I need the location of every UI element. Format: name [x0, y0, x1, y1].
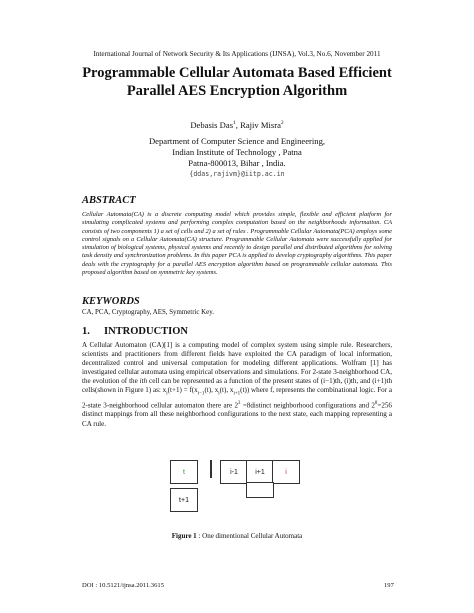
intro-text-a: A Cellular Automaton (CA)[1] is a computing model of complex system using simple rule. Researchers, scientists and practitioners from different fields have exploited the CA paradigm of local information, decentralized control and universal computation for modeling different applications. Wolfram [1] has investigated cellular automata using empirical observations and simulations. For 2-state 3-neighborhood CA, the evolution of the: [82, 341, 392, 386]
author-1-sup: 1: [233, 120, 236, 127]
cell-time-t: t: [170, 460, 198, 484]
intro-sup-8: 8: [374, 400, 378, 406]
author-2-sup: 2: [280, 120, 284, 127]
cell-i-plus-1: i+1: [246, 460, 274, 484]
intro-text-j: (t)) where f, represents the combinational logic. For a 2-state 3-neighborhood cellular automaton there are 2: [82, 386, 392, 410]
affiliation-line-3: Patna-800013, Bihar , India.: [188, 158, 286, 168]
author-separator: ,: [235, 120, 241, 130]
section-title: INTRODUCTION: [104, 326, 189, 337]
abstract-text: Cellular Automata(CA) is a discrete computing model which provides simple, flexible and efficient platform for simulating complicated systems and performing complex computation based on the neighborhoods information. CA consists of two components 1) a set of cells and 2) a set of rules . Programmable Cellular Automata(PCA) employs some control signals on a Cellular Automata(CA) structure. Programmable Cellular Automata were successfully applied for simulation of biological systems, physical systems and recently to design parallel and distributed algorithms for solving task density and synchronization problems. In this paper PCA is applied to develop cryptography algorithms. This paper deals with the cryptography for a parallel AES encryption algorithm based on programmable cellular automata. This proposed algorithm based on symmetric key systems.: [82, 211, 392, 277]
intro-text-ith: ith: [139, 377, 148, 386]
intro-text-l: =8distinct neighborhood configurations and 2: [240, 401, 375, 410]
intro-text-h: (t), x: [219, 386, 234, 395]
caption-text: : One dimentional Cellular Automata: [196, 532, 303, 540]
keywords-text: CA, PCA, Cryptography, AES, Symmetric Key.: [82, 309, 214, 316]
caption-label: Figure 1: [171, 532, 197, 540]
intro-text-n: =256 distinct mappings from all these neighborhood configurations to the next state, each mapping representing a CA rule.: [82, 401, 392, 428]
author-2: Rajiv Misra: [240, 120, 281, 130]
author-1: Debasis Das: [190, 120, 234, 130]
journal-header: International Journal of Network Security & Its Applications (IJNSA), Vol.3, No.6, November 2011: [93, 50, 381, 58]
affiliation: [0, 136, 474, 180]
paper-title: [0, 64, 474, 100]
introduction-heading: [82, 326, 188, 337]
intro-sub-i2: i: [218, 391, 220, 397]
introduction-paragraph: [82, 341, 392, 429]
footer-doi: DOI : 10.5121/ijnsa.2011.3615: [82, 582, 164, 589]
keywords-heading: KEYWORDS: [82, 296, 140, 307]
section-number: 1.: [82, 326, 90, 337]
intro-text-d: (t+1) = f(x: [167, 386, 198, 395]
affiliation-line-2: Indian Institute of Technology , Patna: [172, 147, 302, 157]
intro-text-b: cell can be represented as a function of the present states of (i−1)th, (i)th, and (i+1)th cells(shown in Figure 1) as: x: [82, 377, 393, 395]
abstract-heading: ABSTRACT: [82, 195, 136, 206]
cell-time-t1: t+1: [170, 488, 198, 512]
footer-page-number: 197: [384, 582, 394, 589]
separator-mark: [210, 460, 212, 478]
intro-sub-i: i: [166, 391, 168, 397]
cell-next: [246, 482, 274, 498]
author-email: {ddas,rajivm}@iitp.ac.in: [189, 170, 285, 178]
affiliation-line-1: Department of Computer Science and Engineering,: [148, 136, 326, 146]
title-line-1: Programmable Cellular Automata Based Efficient: [82, 65, 392, 81]
cell-i: i: [272, 460, 300, 484]
intro-text-f: (t), x: [204, 386, 219, 395]
figure-1-caption: [0, 532, 474, 540]
cell-i-minus-1: i-1: [220, 460, 248, 484]
intro-sub-ip1: i+1: [233, 391, 241, 397]
authors: [0, 120, 474, 130]
title-line-2: Parallel AES Encryption Algorithm: [126, 83, 348, 99]
intro-sup-3: 3: [238, 400, 241, 406]
introduction-body: [82, 341, 392, 429]
figure-1-diagram: [170, 460, 310, 520]
intro-sub-im1: i−1: [197, 391, 205, 397]
